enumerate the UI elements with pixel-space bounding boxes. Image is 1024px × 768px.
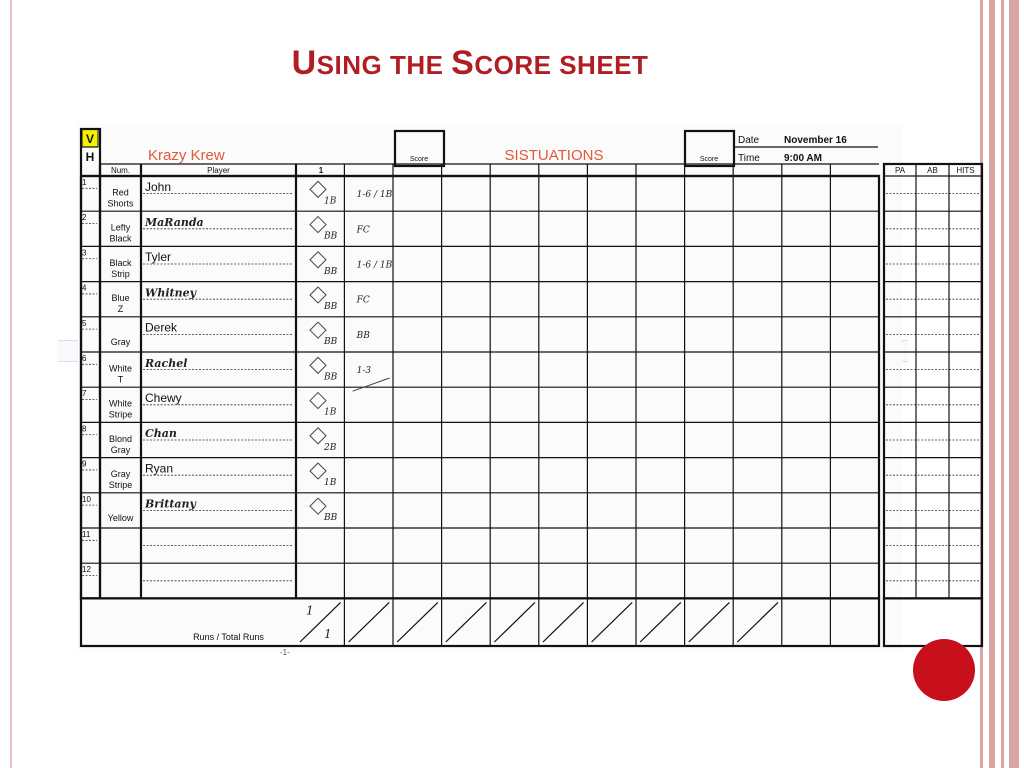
player-number: 10 (82, 494, 91, 504)
opponent-name: SISTUATIONS (504, 147, 604, 164)
time-value: 9:00 AM (784, 153, 822, 164)
base-diamond (310, 252, 326, 268)
team-name: Krazy Krew (148, 147, 225, 164)
inning-1-result: BB (324, 372, 338, 383)
player-description: Blue Z (111, 292, 130, 314)
player-name: Ryan (145, 461, 174, 476)
inning-1-result: 2B (324, 442, 337, 453)
left-border-line (10, 0, 12, 768)
column-player-header: Player (207, 166, 230, 175)
inning-1-result: BB (324, 513, 338, 524)
inning-1-result: 1B (324, 407, 337, 418)
player-number: 8 (82, 424, 87, 434)
player-name: Chewy (145, 390, 182, 405)
runs-diagonal (592, 602, 633, 642)
inning-1-result: 1B (324, 196, 337, 207)
stats-header-ab: AB (927, 166, 938, 175)
player-name: Chan (145, 427, 177, 441)
right-decorative-border (976, 0, 1024, 768)
player-name: Brittany (145, 497, 196, 511)
stats-header-pa: PA (894, 166, 906, 175)
runs-diagonal (446, 602, 487, 642)
player-number: 12 (82, 565, 91, 575)
inning-end-slash (353, 378, 390, 391)
runs-inning-1: 1 (306, 603, 314, 618)
inning-1-result: BB (324, 337, 338, 348)
player-description: Red Shorts (107, 187, 134, 209)
inning-1-result: 1B (324, 477, 337, 488)
home-label: H (85, 150, 95, 164)
visitor-label: V (85, 132, 95, 146)
inning-2-result: 1-6 / 1B (356, 190, 393, 201)
runs-total-label: Runs / Total Runs (193, 632, 264, 642)
player-description: White T (108, 363, 133, 385)
date-label: Date (738, 135, 760, 146)
player-number: 1 (82, 178, 87, 187)
player-description: Black Strip (109, 257, 132, 279)
player-name: Tyler (145, 250, 172, 265)
player-number: 2 (82, 213, 87, 223)
score-label-2: Score (699, 156, 719, 163)
date-value: November 16 (784, 135, 847, 146)
runs-diagonal (349, 602, 390, 642)
player-name: Derek (145, 320, 178, 335)
runs-diagonal (640, 602, 681, 642)
base-diamond (310, 357, 326, 373)
base-diamond (310, 181, 326, 197)
player-name: MaRanda (145, 215, 204, 229)
player-number: 5 (82, 318, 87, 328)
player-name: Whitney (145, 286, 196, 300)
inning-1-header: 1 (318, 166, 324, 175)
player-name: John (145, 179, 172, 194)
base-diamond (310, 287, 326, 303)
inning-2-result: 1-6 / 1B (356, 260, 393, 271)
runs-footer-stats (884, 598, 982, 646)
player-description: Gray (110, 336, 131, 347)
player-number: 6 (82, 354, 87, 363)
player-name: Rachel (145, 356, 188, 370)
base-diamond (310, 463, 326, 479)
player-number: 9 (82, 459, 87, 469)
player-number: 7 (82, 389, 87, 399)
runs-diagonal (543, 602, 584, 642)
footnote: -1- (280, 648, 290, 657)
base-diamond (310, 322, 326, 338)
runs-diagonal (397, 602, 438, 642)
base-diamond (310, 428, 326, 444)
runs-diagonal (494, 602, 535, 642)
player-description: White Stripe (108, 398, 133, 420)
player-description: Lefty Black (109, 222, 132, 244)
player-number: 3 (82, 248, 87, 258)
player-number: 4 (82, 283, 87, 293)
stats-header-hits: HITS (956, 166, 975, 175)
inning-2-result: BB (356, 330, 370, 341)
inning-1-result: BB (324, 231, 338, 242)
decorative-red-dot (913, 639, 975, 701)
player-description: Yellow (107, 512, 134, 523)
inning-2-result: FC (356, 225, 370, 236)
score-label: Score (409, 156, 429, 163)
inning-2-result: 1-3 (356, 366, 372, 377)
inning-1-result: BB (324, 301, 338, 312)
column-num-header: Num. (110, 166, 131, 175)
score-sheet-grid (78, 124, 975, 652)
score-sheet-image (78, 124, 975, 652)
base-diamond (310, 498, 326, 514)
player-number: 11 (82, 530, 91, 539)
player-description: Gray Stripe (108, 468, 133, 490)
runs-diagonal (689, 602, 730, 642)
inning-1-result: BB (324, 266, 338, 277)
total-runs-inning-1: 1 (324, 627, 332, 641)
inning-2-result: FC (356, 295, 370, 306)
slide-title: USING THE SCORE SHEET (291, 44, 649, 82)
time-label: Time (738, 153, 760, 164)
base-diamond (310, 393, 326, 409)
runs-diagonal (737, 602, 778, 642)
player-description: Blond Gray (108, 433, 133, 455)
base-diamond (310, 217, 326, 233)
